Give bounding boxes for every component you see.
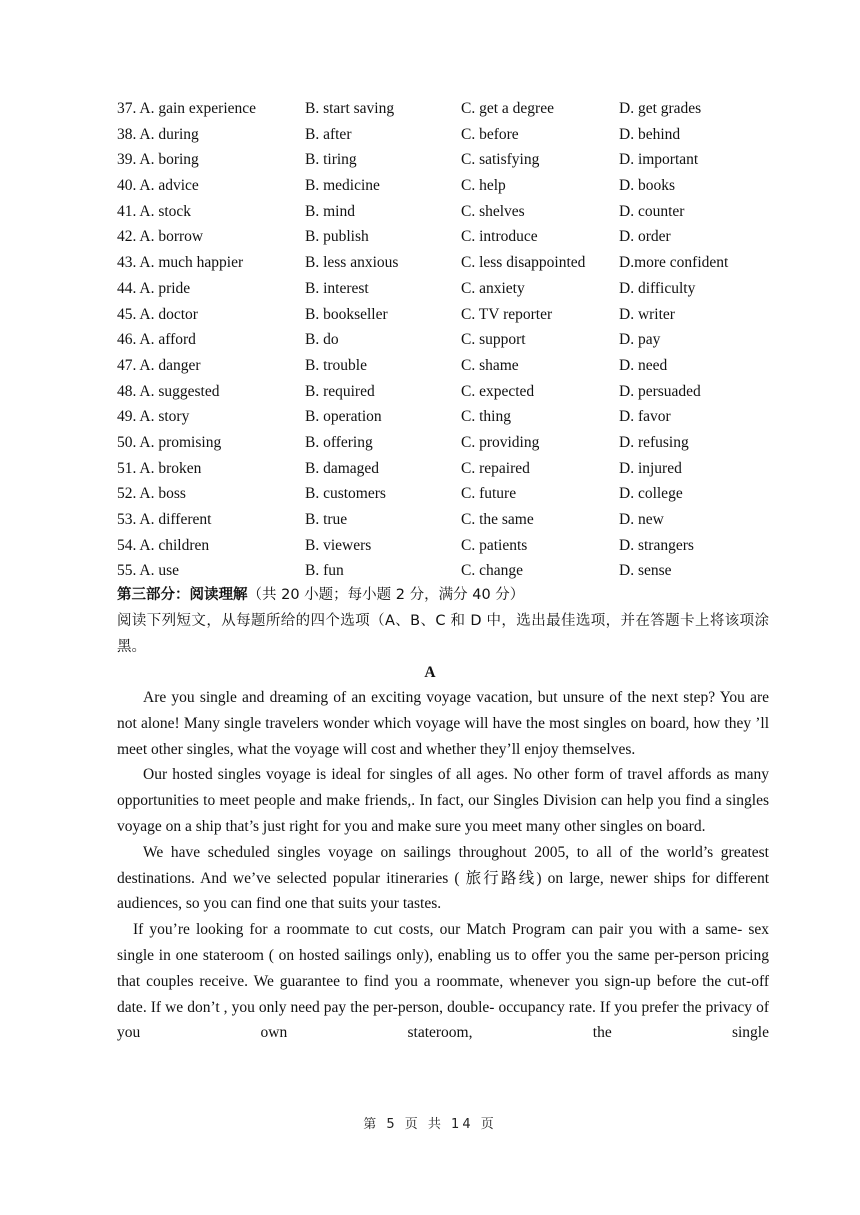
option-d: D. important [619, 151, 699, 169]
option-b: B. mind [305, 202, 355, 220]
passage-paragraph: If you’re looking for a roommate to cut costs, our Match Program can pair you with a same- sex single in one stateroom ( on hosted sailings only), enabling us to offer you the same per-person pricing that couples receive. We guarantee to find you a roommate, whenever you sign-up before the cut-off date. If we don’t , you only need pay the per-person, double- occupancy rate. If you prefer the privacy of you own stateroom, the single [117, 921, 769, 1042]
option-b: B. start saving [305, 100, 395, 117]
question-row [117, 302, 777, 328]
option-d: D. get grades [619, 100, 702, 117]
option-a: 51. A. broken [117, 459, 202, 477]
option-d: D. difficulty [619, 279, 696, 297]
question-row [117, 507, 777, 533]
option-c: C. support [461, 331, 526, 349]
option-b: B. do [305, 331, 339, 349]
option-d: D. injured [619, 459, 682, 477]
option-d: D. sense [619, 562, 672, 580]
question-row [117, 558, 777, 584]
option-b: B. tiring [305, 151, 357, 169]
question-row [117, 199, 777, 225]
option-d: D.more confident [619, 254, 729, 272]
question-row [117, 224, 777, 250]
question-row [117, 353, 777, 379]
option-a: 50. A. promising [117, 433, 222, 451]
question-row [117, 173, 777, 199]
option-c: C. future [461, 485, 517, 503]
option-c: C. repaired [461, 459, 530, 477]
option-c: C. TV reporter [461, 305, 553, 323]
section-heading [117, 583, 524, 607]
option-d: D. favor [619, 408, 671, 426]
question-row [117, 456, 777, 482]
option-d: D. persuaded [619, 382, 701, 400]
option-c: C. anxiety [461, 279, 525, 297]
option-b: B. publish [305, 228, 369, 246]
option-b: B. offering [305, 433, 373, 451]
question-row [117, 250, 777, 276]
option-a: 44. A. pride [117, 279, 191, 297]
option-c: C. the same [461, 511, 534, 528]
option-c: C. expected [461, 382, 535, 400]
option-c: C. satisfying [461, 151, 540, 169]
option-a: 47. A. danger [117, 356, 201, 374]
section-title: 第三部分：阅读理解 [117, 587, 248, 603]
reading-passage [117, 685, 769, 1046]
question-row [117, 404, 777, 430]
question-row [117, 481, 777, 507]
section-instructions: 阅读下列短文，从每题所给的四个选项（A、B、C 和 D 中，选出最佳选项，并在答题卡上将该项涂黑。 [117, 613, 769, 655]
option-d: D. refusing [619, 433, 689, 451]
passage-paragraph: Are you single and dreaming of an exciting voyage vacation, but unsure of the next step? You are not alone! Many single travelers wonder which voyage will have the most singles on board, how they ’ll meet other singles, what the voyage will cost and whether they’ll enjoy themselves. [117, 689, 769, 758]
passage-paragraph: Our hosted singles voyage is ideal for singles of all ages. No other form of travel affords as many opportunities to meet people and make friends,. In fact, our Singles Division can help you find a singles voyage on a ship that’s just right for you and make sure you meet many other singles on board. [117, 766, 769, 835]
option-b: B. interest [305, 279, 369, 297]
option-c: C. introduce [461, 228, 538, 246]
option-b: B. viewers [305, 536, 372, 554]
question-row [117, 327, 777, 353]
option-c: C. less disappointed [461, 254, 586, 272]
option-a: 39. A. boring [117, 151, 199, 169]
question-row [117, 379, 777, 405]
option-b: B. bookseller [305, 305, 388, 323]
option-c: C. shame [461, 356, 519, 374]
option-c: C. shelves [461, 202, 525, 220]
option-b: B. required [305, 382, 375, 400]
section-subtitle: （共 20 小题；每小题 2 分，满分 40 分） [247, 587, 525, 603]
option-c: C. providing [461, 433, 540, 451]
option-a: 55. A. use [117, 562, 179, 580]
option-a: 43. A. much happier [117, 254, 244, 272]
option-c: C. before [461, 125, 519, 143]
option-a: 52. A. boss [117, 485, 186, 503]
option-b: B. less anxious [305, 254, 399, 272]
passage-letter: A [424, 664, 436, 681]
option-c: C. patients [461, 536, 528, 554]
option-c: C. change [461, 562, 523, 580]
option-a: 40. A. advice [117, 177, 199, 195]
question-row [117, 96, 777, 122]
option-d: D. behind [619, 125, 681, 143]
option-d: D. need [619, 356, 668, 374]
question-row [117, 147, 777, 173]
option-a: 46. A. afford [117, 331, 196, 349]
option-d: D. strangers [619, 536, 694, 554]
option-b: B. damaged [305, 459, 380, 477]
option-b: B. medicine [305, 177, 380, 195]
option-b: B. after [305, 125, 352, 143]
option-d: D. order [619, 228, 671, 246]
option-d: D. counter [619, 202, 685, 220]
passage-paragraph: We have scheduled singles voyage on sailings throughout 2005, to all of the world’s greatest destinations. And we’ve selected popular itineraries ( 旅行路线) on large, newer ships for different audiences, so you can find one that suits your tastes. [117, 843, 769, 913]
option-a: 48. A. suggested [117, 382, 220, 400]
option-a: 42. A. borrow [117, 228, 204, 246]
option-a: 49. A. story [117, 408, 190, 426]
option-d: D. books [619, 177, 675, 195]
option-d: D. pay [619, 331, 661, 349]
option-b: B. trouble [305, 356, 367, 374]
option-c: C. help [461, 177, 506, 195]
question-row [117, 533, 777, 559]
question-row [117, 276, 777, 302]
option-a: 45. A. doctor [117, 305, 198, 323]
option-b: B. fun [305, 562, 344, 580]
option-b: B. true [305, 511, 348, 528]
option-a: 41. A. stock [117, 202, 192, 220]
option-d: D. college [619, 485, 683, 503]
question-row [117, 430, 777, 456]
option-d: D. new [619, 511, 664, 528]
option-a: 54. A. children [117, 536, 210, 554]
option-a: 53. A. different [117, 511, 212, 528]
option-b: B. customers [305, 485, 386, 503]
cloze-options-list [117, 96, 777, 584]
option-d: D. writer [619, 305, 675, 323]
option-c: C. thing [461, 408, 511, 426]
page-footer: 第 5 页 共 14 页 [363, 1117, 497, 1132]
option-a: 37. A. gain experience [117, 100, 257, 117]
option-c: C. get a degree [461, 100, 554, 117]
option-b: B. operation [305, 408, 382, 426]
option-a: 38. A. during [117, 125, 199, 143]
question-row [117, 122, 777, 148]
